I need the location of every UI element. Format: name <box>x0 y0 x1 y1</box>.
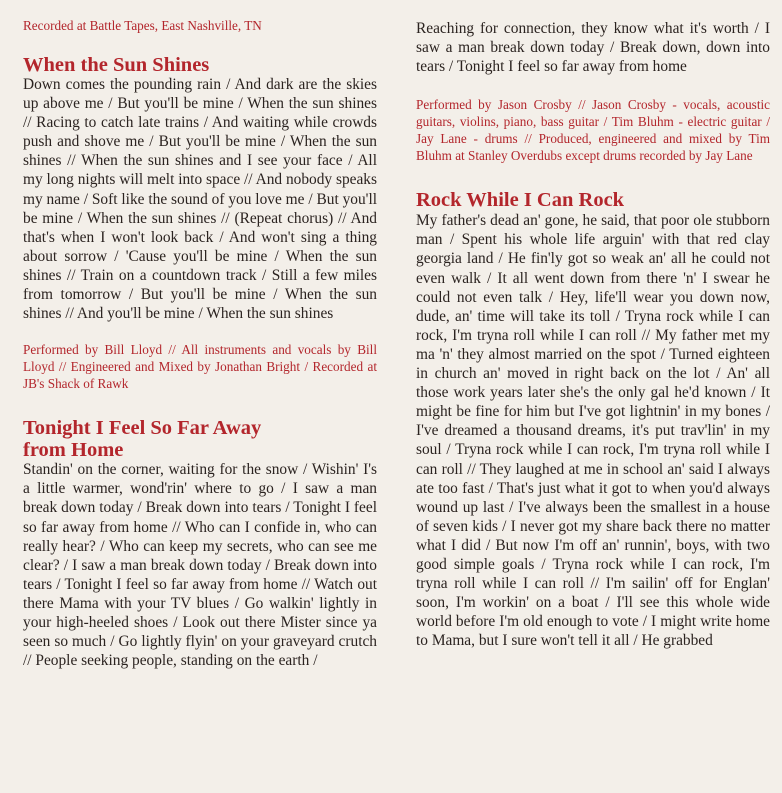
song-title-rock-while-i-can-rock: Rock While I Can Rock <box>416 189 625 212</box>
credits-tonight-i-feel-so-far-away: Performed by Jason Crosby // Jason Crosby - vocals, acoustic guitars, violins, piano, bass guitar / Tim Bluhm - electric guitar / Jay Lane - drums // Produced, engineered and mixed by Tim Bluhm at Stanley Overdubs except drums recorded by Jay Lane <box>416 97 770 164</box>
lyrics-tonight-i-feel-so-far-away: Standin' on the corner, waiting for the snow / Wishin' I's a little warmer, wond'rin' where to go / I saw a man break down today / Break down into tears / Tonight I feel so far away from home // Who can I confide in, who can really hear? / Who can keep my secrets, who can see me clear? / I saw a man break down today / Break down into tears / Tonight I feel so far away from home // Watch out there Mama with your TV blues / Go walkin' lightly in your high-heeled shoes / Look out there Mister since ya seen so much / Go lightly flyin' on your graveyard crutch // People seeking people, standing on the earth / <box>23 461 377 670</box>
lyrics-rock-while-i-can-rock: My father's dead an' gone, he said, that poor ole stubborn man / Spent his whole life arguin' with that red clay georgia land / He fin'ly got so weak an' all he could not even walk / It all went down from there 'n' I swear he could not even talk / Hey, life'll wear you down now, dude, an' time will take its toll / Tryna rock while I can rock, I'm tryna roll while I can roll // My father met my ma 'n' they almost married on the spot / Turned eighteen in church an' moved in right back on the lot / An' all those work years later she's the only gal he'd known / It might be fine for him but I've got lightnin' in my bones / I've dreamed a thousand dreams, it's put trav'lin' in my soul / Tryna rock while I can rock, I'm tryna roll while I can roll // They laughed at me in school an' said I always ate too fast / That's just what it got to when you'd always wound up last / I've always been the smallest in a house of seven kids / I never got my share back there no matter what I did / But now I'm off an' runnin', boys, with two good simple goals / Tryna rock while I can rock, I'm tryna roll while I can roll // I'm sailin' off for Englan' soon, I'm workin' on a boat / I'll see this whole wide world before I'm old enough to vote / I might write home to Mama, but I sure won't tell it all / He grabbed <box>416 212 770 650</box>
song-title-line-1: Tonight I Feel So Far Away <box>23 417 262 440</box>
song-title-when-the-sun-shines: When the Sun Shines <box>23 54 210 76</box>
recorded-note: Recorded at Battle Tapes, East Nashville, TN <box>23 18 262 33</box>
song-title-tonight-i-feel-so-far-away <box>23 417 377 461</box>
credits-when-the-sun-shines: Performed by Bill Lloyd // All instruments and vocals by Bill Lloyd // Engineered and Mixed by Jonathan Bright / Recorded at JB's Shack of Rawk <box>23 342 377 392</box>
left-column <box>23 0 377 670</box>
lyrics-when-the-sun-shines: Down comes the pounding rain / And dark are the skies up above me / But you'll be mine / When the sun shines // Racing to catch late trains / And waiting while crowds push and shove me / But you'll be mine / When the sun shines // When the sun shines and I see your face / All my long nights will melt into space // And nobody speaks my name / Soft like the sound of you love me / But you'll be mine / When the sun shines // (Repeat chorus) // And that's when I won't look back / And won't sing a thing about sorrow / 'Cause you'll be mine / When the sun shines // Train on a countdown track / Still a few miles from tomorrow / But you'll be mine / When the sun shines // And you'll be mine / When the sun shines <box>23 76 377 323</box>
song-title-line-2: from Home <box>23 439 124 462</box>
lyrics-continued-tonight-i-feel-so-far-away: Reaching for connection, they know what it's worth / I saw a man break down today / Break down, down into tears / Tonight I feel so far away from home <box>416 20 770 76</box>
right-column <box>416 0 770 650</box>
